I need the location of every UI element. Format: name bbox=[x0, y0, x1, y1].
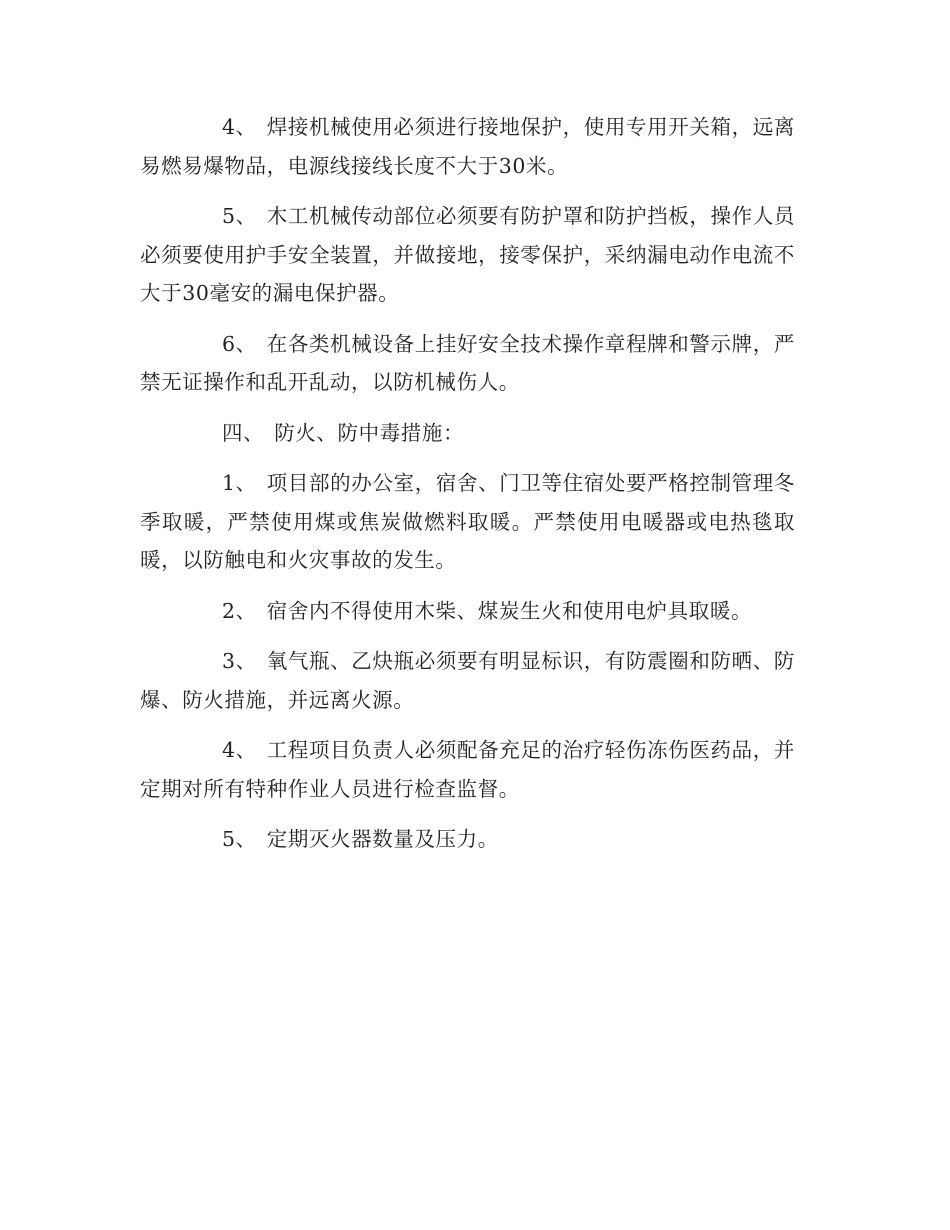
paragraph-number: 4、 bbox=[222, 738, 257, 762]
section-number: 四、 bbox=[222, 420, 265, 445]
paragraph-number: 3、 bbox=[222, 649, 257, 673]
paragraph-fire-3 bbox=[140, 642, 795, 719]
paragraph-fire-5 bbox=[140, 820, 795, 859]
paragraph-fire-2 bbox=[140, 592, 795, 631]
paragraph-text: 焊接机械使用必须进行接地保护，使用专用开关箱，远离易燃易爆物品，电源线接线长度不大于30米。 bbox=[140, 115, 795, 178]
section-title: 防火、防中毒措施： bbox=[274, 420, 465, 445]
paragraph-number: 4、 bbox=[222, 115, 257, 139]
paragraph-text: 工程项目负责人必须配备充足的治疗轻伤冻伤医药品，并定期对所有特种作业人员进行检查监督。 bbox=[140, 738, 795, 801]
paragraph-number: 2、 bbox=[222, 598, 257, 623]
paragraph-machine-5 bbox=[140, 197, 795, 313]
paragraph-text: 宿舍内不得使用木柴、煤炭生火和使用电炉具取暖。 bbox=[266, 598, 753, 623]
paragraph-text: 木工机械传动部位必须要有防护罩和防护挡板，操作人员必须要使用护手安全装置，并做接地，接零保护，采纳漏电动作电流不大于30毫安的漏电保护器。 bbox=[140, 204, 795, 305]
paragraph-number: 5、 bbox=[222, 827, 257, 851]
paragraph-text: 在各类机械设备上挂好安全技术操作章程牌和警示牌，严禁无证操作和乱开乱动，以防机械伤人。 bbox=[140, 331, 795, 394]
paragraph-number: 1、 bbox=[222, 471, 257, 495]
paragraph-number: 6、 bbox=[222, 331, 257, 356]
paragraph-text: 项目部的办公室，宿舍、门卫等住宿处要严格控制管理冬季取暖，严禁使用煤或焦炭做燃料取暖。严禁使用电暖器或电热毯取暖，以防触电和火灾事故的发生。 bbox=[140, 471, 795, 572]
section-heading-fire-prevention bbox=[140, 414, 795, 453]
paragraph-text: 定期灭火器数量及压力。 bbox=[266, 827, 499, 851]
paragraph-fire-4 bbox=[140, 731, 795, 808]
paragraph-text: 氧气瓶、乙炔瓶必须要有明显标识，有防震圈和防晒、防爆、防火措施，并远离火源。 bbox=[140, 649, 795, 712]
document-body bbox=[140, 108, 795, 871]
paragraph-machine-4 bbox=[140, 108, 795, 185]
paragraph-fire-1 bbox=[140, 464, 795, 580]
paragraph-machine-6 bbox=[140, 325, 795, 402]
paragraph-number: 5、 bbox=[222, 204, 257, 228]
